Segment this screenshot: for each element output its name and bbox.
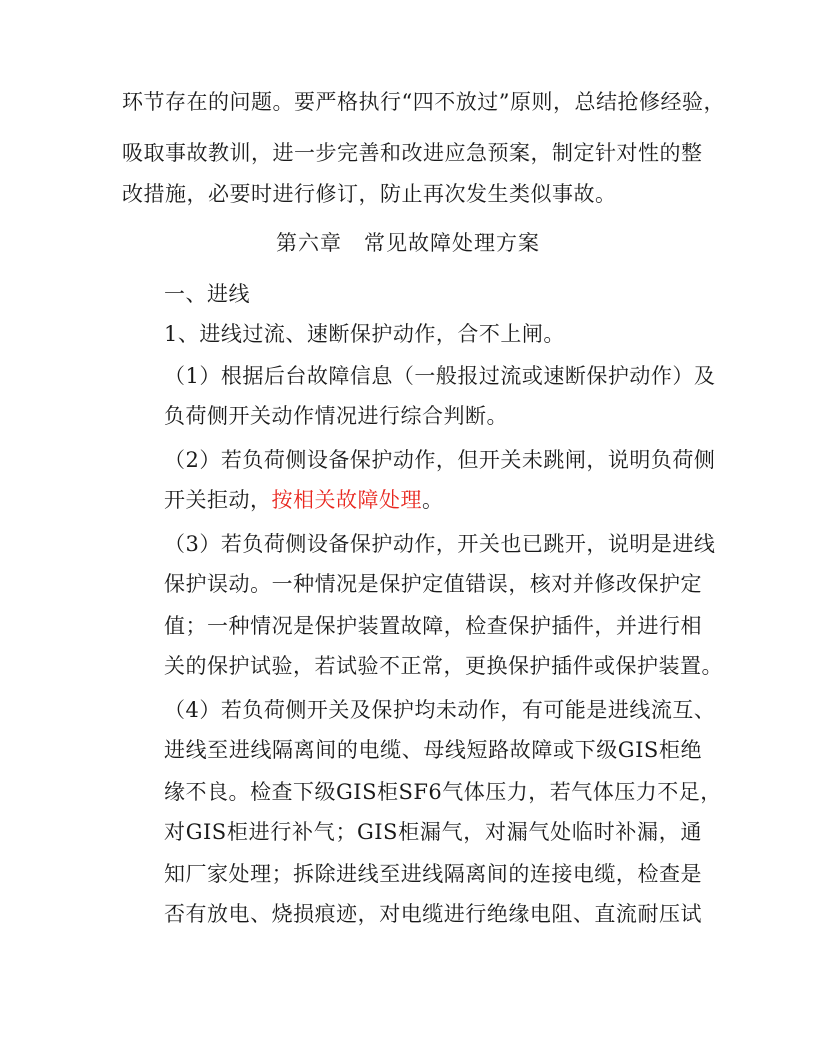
step-line: （2）若负荷侧设备保护动作，但开关未跳闸，说明负荷侧: [164, 448, 716, 472]
step-line: 值；一种情况是保护装置故障，检查保护插件，并进行相: [164, 614, 702, 638]
step-line: 负荷侧开关动作情况进行综合判断。: [164, 404, 508, 428]
step-line: 对GIS柜进行补气；GIS柜漏气，对漏气处临时补漏，通: [164, 820, 702, 844]
step-line: [164, 486, 702, 514]
step-line: 知厂家处理；拆除进线至进线隔离间的连接电缆，检查是: [164, 862, 702, 886]
step-line: （1）根据后台故障信息（一般报过流或速断保护动作）及: [164, 364, 716, 388]
step-line: 缘不良。检查下级GIS柜SF6气体压力，若气体压力不足，: [164, 780, 722, 804]
step-line: （4）若负荷侧开关及保护均未动作，有可能是进线流互、: [164, 698, 716, 722]
section-title: 一、进线: [164, 282, 250, 306]
step-line: 进线至进线隔离间的电缆、母线短路故障或下级GIS柜绝: [164, 738, 702, 762]
step-line: 保护误动。一种情况是保护定值错误，核对并修改保护定: [164, 572, 702, 596]
chapter-title: 第六章 常见故障处理方案: [276, 231, 540, 255]
paragraph-line: 环节存在的问题。要严格执行“四不放过”原则，总结抢修经验，: [122, 90, 725, 114]
step-line: 关的保护试验，若试验不正常，更换保护插件或保护装置。: [164, 654, 723, 678]
highlighted-link-text[interactable]: 按相关故障处理: [271, 488, 422, 512]
step-line: （3）若负荷侧设备保护动作，开关也已跳开，说明是进线: [164, 532, 716, 556]
paragraph-line: 吸取事故教训，进一步完善和改进应急预案，制定针对性的整: [122, 141, 703, 165]
item-title: 1、进线过流、速断保护动作，合不上闸。: [164, 322, 565, 346]
step-text: 开关拒动，: [164, 488, 272, 512]
paragraph-line: 改措施，必要时进行修订，防止再次发生类似事故。: [122, 182, 617, 206]
step-line: 否有放电、烧损痕迹，对电缆进行绝缘电阻、直流耐压试: [164, 902, 702, 926]
step-text: 。: [422, 488, 444, 512]
